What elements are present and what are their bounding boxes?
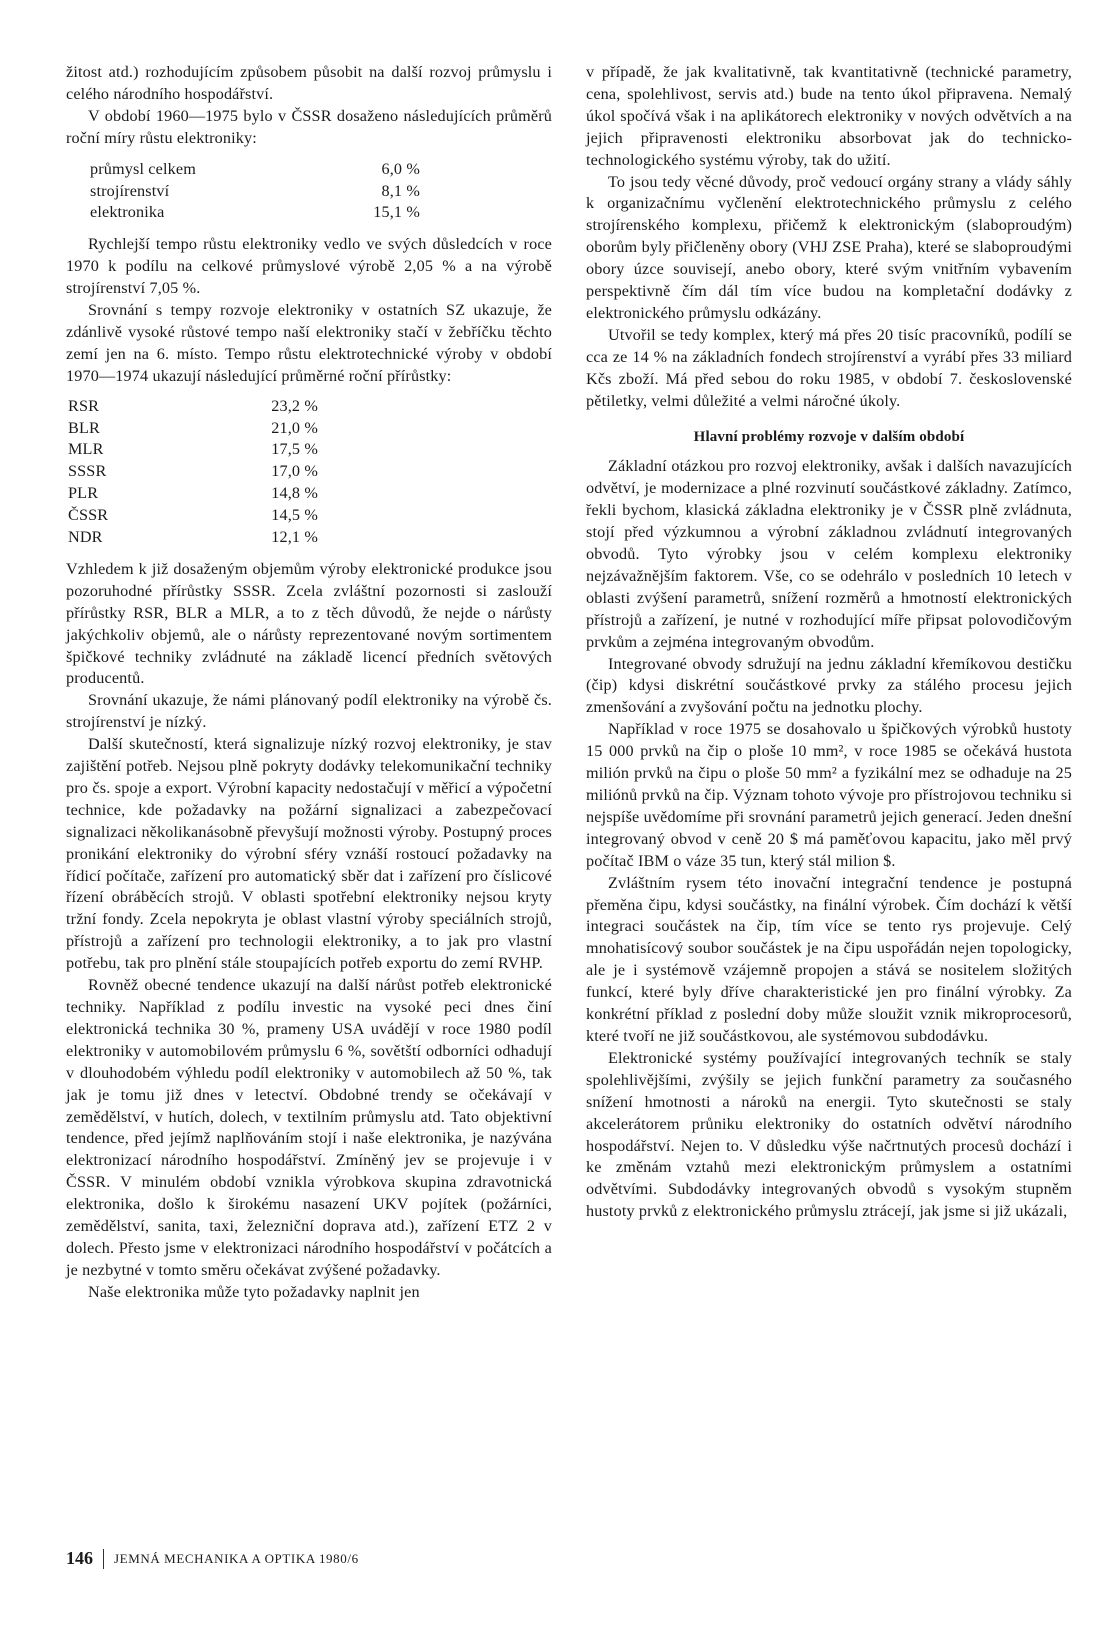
paragraph: Utvořil se tedy komplex, který má přes 20 tisíc pracovníků, podílí se cca ze 14 % na základních fondech strojírenství a vyrábí přes 33 miliard Kčs zboží. Má před sebou do roku 1985, v období 7. československé pětiletky, velmi důležité a velmi náročné úkoly. xyxy=(586,325,1072,410)
list-item xyxy=(68,461,552,483)
list-item xyxy=(90,202,552,224)
paragraph: Srovnání s tempy rozvoje elektroniky v ostatních SZ ukazuje, že zdánlivě vysoké růstové tempo naší elektroniky stačí v žebříčku těchto zemí jen na 6. místo. Tempo růstu elektrotechnické výroby v období 1970—1974 ukazují následující průměrné roční přírůstky: xyxy=(66,301,552,385)
paragraph: Naše elektronika může tyto požadavky naplnit jen xyxy=(88,1282,420,1301)
country-value: 17,5 % xyxy=(271,440,318,459)
country-value: 21,0 % xyxy=(271,418,318,437)
list-item xyxy=(68,396,552,418)
paragraph: Srovnání ukazuje, že námi plánovaný podíl elektroniky na výrobě čs. strojírenství je nízký. xyxy=(66,691,552,732)
rate-label: elektronika xyxy=(90,203,165,222)
left-column xyxy=(66,62,552,1304)
paragraph: Rovněž obecné tendence ukazují na další nárůst potřeb elektronické techniky. Například z podílu investic na vysoké peci dnes činí elektronická technika 30 %, prameny USA uvádějí v roce 1980 podíl elektroniky v automobilovém průmyslu 6 %, sovětští odborníci odhadují v dlouhodobém výhledu podíl elektroniky v automobilech až 50 %, tak jak je tomu již dnes v letectví. Obdobné trendy se očekávají v zemědělství, v hutích, dolech, v textilním průmyslu atd. Tato objektivní tendence, před jejímž naplňováním stojí i naše elektronika, je nazývána elektronizací národního hospodářství. Zmíněný jev se projevuje i v ČSSR. V minulém období vznikla výrobkova skupina zdravotnická elektronika, došlo k širokému nasazení UKV pojítek (požárníci, zemědělství, sanita, taxi, železniční doprava atd.), zařízení ETZ 2 v dolech. Přesto jsme v elektronizaci národního hospodářství v počátcích a je nezbytné v tomto směru očekávat zvýšené požadavky. xyxy=(66,976,552,1279)
journal-title: JEMNÁ MECHANIKA A OPTIKA 1980/6 xyxy=(114,1550,359,1566)
country-label: RSR xyxy=(68,396,100,415)
paragraph: Integrované obvody sdružují na jednu základní křemíkovou destičku (čip) kdysi diskrétní součástkové prvky za stálého procesu jejich zmenšování a zvyšování počtu na jednotku plochy. xyxy=(586,654,1072,717)
rate-label: strojírenství xyxy=(90,181,170,200)
paragraph: Rychlejší tempo růstu elektroniky vedlo ve svých důsledcích v roce 1970 k podílu na celkové průmyslové výrobě 2,05 % a na výrobě strojírenství 7,05 %. xyxy=(66,235,552,298)
paragraph: Elektronické systémy používající integrovaných techník se staly spolehlivějšími, zvýšily se jejich funkční parametry za současného snížení hmotnosti a nároků na energii. Tyto skutečnosti se staly akcelerátorem průniku elektroniky do ostatních odvětví národního hospodářství. Nejen to. V důsledku výše načrtnutých procesů dochází i ke změnám vztahů mezi elektronickým průmyslem a ostatními odvětvími. Subdodávky integrovaných obvodů s vysokým stupněm hustoty prvků z elektronického průmyslu ztrácejí, jak jsme si již ukázali, xyxy=(586,1048,1072,1221)
paragraph: Například v roce 1975 se dosahovalo u špičkových výrobků hustoty 15 000 prvků na čip o ploše 10 mm², v roce 1985 se očekává hustota milión prvků na čipu o ploše 50 mm² a fyzikální mez se odhaduje na 25 miliónů prvků na čip. Význam tohoto vývoje pro přístrojovou techniku si nejspíše uvědomíme při srovnání parametrů jejich generací. Jeden dnešní integrovaný obvod v ceně 20 $ má paměťovou kapacitu, jako měl prvý počítač IBM o váze 35 tun, který stál milion $. xyxy=(586,720,1072,870)
list-item xyxy=(68,439,552,461)
list-item xyxy=(90,181,552,203)
paragraph: Vzhledem k již dosaženým objemům výroby elektronické produkce jsou pozoruhodné přírůstky SSSR. Zcela zvláštní pozornosti si zaslouží přírůstky RSR, BLR a MLR, a to z těch důvodů, že nejde o nárůsty jakýchkoliv objemů, ale o nárůsty reprezentované novým sortimentem špičkové techniky zvládnuté na základě licencí předních světových producentů. xyxy=(66,559,552,688)
list-item xyxy=(68,505,552,527)
right-column xyxy=(586,62,1072,1223)
country-label: MLR xyxy=(68,440,104,459)
country-label: BLR xyxy=(68,418,100,437)
paragraph: V období 1960—1975 bylo v ČSSR dosaženo následujících průměrů roční míry růstu elektroniky: xyxy=(66,106,552,147)
paragraph: žitost atd.) rozhodujícím způsobem působit na další rozvoj průmyslu i celého národního hospodářství. xyxy=(66,63,552,103)
paragraph: To jsou tedy věcné důvody, proč vedoucí orgány strany a vlády sáhly k organizačnímu vyčlenění elektrotechnického průmyslu z celého strojírenského komplexu, přičemž k elektronickým (slaboproudým) oborům byly přičleněny obory (VHJ ZSE Praha), které se slaboproudými obory úzce souvisejí, anebo obory, které svým vnitřním vybavením perspektivně čím dál tím více budou na kompletační dodávky z elektronického průmyslu odkázány. xyxy=(586,172,1072,322)
country-rate-list xyxy=(68,396,552,549)
country-value: 14,5 % xyxy=(271,506,318,525)
footer-divider xyxy=(103,1549,104,1569)
list-item xyxy=(68,527,552,549)
country-label: SSSR xyxy=(68,462,107,481)
page-number: 146 xyxy=(66,1548,93,1568)
paragraph: Další skutečností, která signalizuje nízký rozvoj elektroniky, je stav zajištění potřeb. Nejsou plně pokryty dodávky telekomunikační techniky pro čs. spoje a export. Výrobní kapacity nedostačují v měřicí a výpočetní technice, kde požadavky na požární signalizaci a zabezpečovací signalizaci několikanásobně převyšují možnosti výroby. Postupný proces pronikání elektroniky do výrobní sféry vznáší rostoucí požadavky na řídicí počítače, zařízení pro automatický sběr dat i zařízení pro číslicové řízení obráběcích strojů. V oblasti spotřební elektroniky nejsou kryty tržní fondy. Zcela nepokryta je oblast vlastní výroby speciálních strojů, přístrojů a zařízení pro technologii elektroniky, a to jak pro vlastní potřebu, tak pro plnění stále stoupajících potřeb exportu do zemí RVHP. xyxy=(66,735,552,973)
country-value: 12,1 % xyxy=(271,527,318,546)
list-item xyxy=(90,159,552,181)
paragraph: Zvláštním rysem této inovační integrační tendence je postupná přeměna čipu, kdysi součástky, na finální výrobek. Čím dochází k větší integraci součástek na čip, tím více se tento rys projevuje. Celý mnohatisícový soubor součástek je na čipu uspořádán nejen topologicky, ale je i systémově vzájemně propojen a stává se nositelem složitých funkcí, které byly dříve charakteristické jen pro finální výrobky. Za konkrétní příklad z poslední doby může sloužit vznik mikroprocesorů, které tvoří ne již součástkovou, ale systémovou subdodávku. xyxy=(586,873,1072,1045)
paragraph: Základní otázkou pro rozvoj elektroniky, avšak i dalších navazujících odvětví, je modernizace a plné rozvinutí součástkové základny. Zatímco, řekli bychom, klasická základna elektroniky je v ČSSR plně zvládnuta, stojí před výzkumnou a výrobní základnou zvládnutí integrovaných obvodů. Tyto výrobky jsou v celém komplexu elektroniky nejzávažnějším faktorem. Vše, co se odehrálo v posledních 10 letech v oblasti zvýšení parametrů, snížení rozměrů a hmotností elektronických přístrojů a zařízení, je nutné v rozhodující míře připsat polovodičovým prvkům a zejména integrovaným obvodům. xyxy=(586,457,1072,651)
country-label: ČSSR xyxy=(68,506,109,525)
country-label: NDR xyxy=(68,527,103,546)
country-value: 17,0 % xyxy=(271,462,318,481)
paragraph: v případě, že jak kvalitativně, tak kvantitativně (technické parametry, cena, spolehlivost, servis atd.) bude na tento úkol připravena. Nemalý úkol spočívá však i na aplikátorech elektroniky v nových odvětvích a na jejich připravenosti elektroniku absorbovat jak do technicko-technologického systému výroby, tak do užití. xyxy=(586,63,1072,169)
list-item xyxy=(68,418,552,440)
growth-rate-list xyxy=(90,159,552,225)
section-heading: Hlavní problémy rozvoje v dalším období xyxy=(693,428,965,445)
rate-value: 6,0 % xyxy=(381,159,420,178)
page-footer xyxy=(66,1548,359,1569)
country-value: 23,2 % xyxy=(271,396,318,415)
rate-value: 8,1 % xyxy=(381,181,420,200)
country-label: PLR xyxy=(68,484,99,503)
rate-value: 15,1 % xyxy=(373,203,420,222)
rate-label: průmysl celkem xyxy=(90,159,196,178)
country-value: 14,8 % xyxy=(271,484,318,503)
list-item xyxy=(68,483,552,505)
